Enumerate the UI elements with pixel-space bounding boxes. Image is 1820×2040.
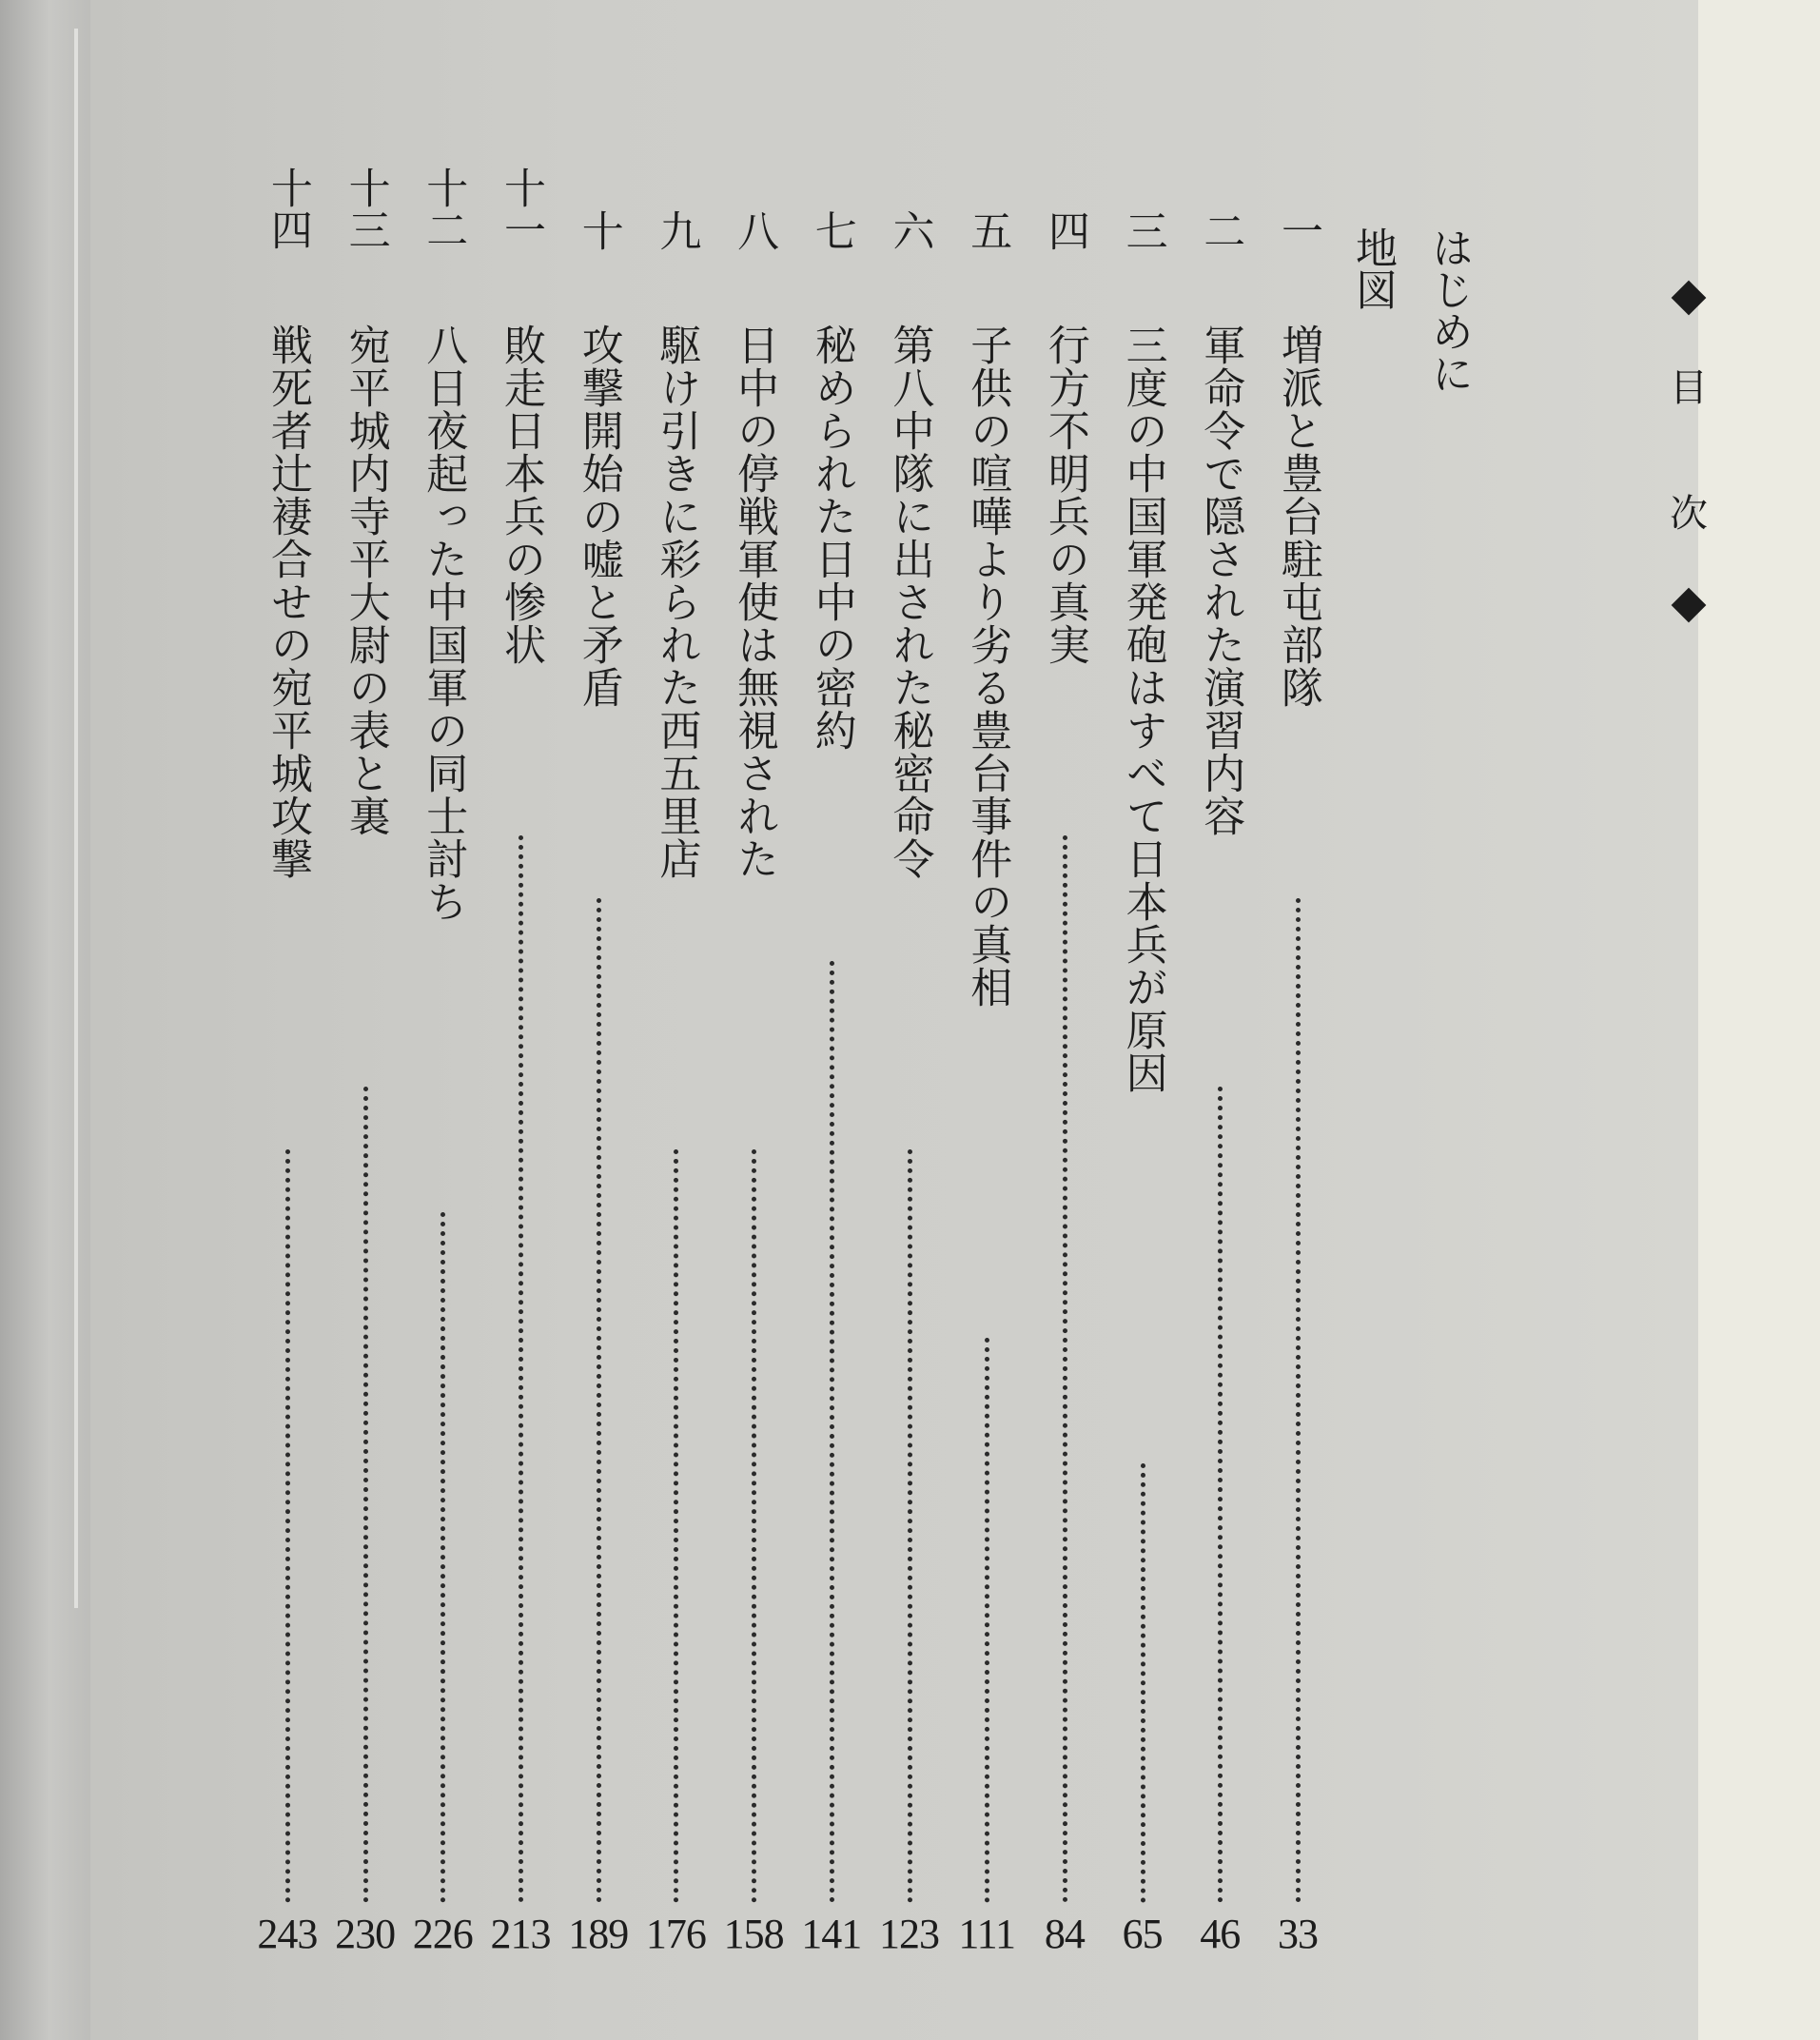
page-number: 230 bbox=[335, 1911, 396, 1957]
dot-leader bbox=[752, 1149, 756, 1903]
dot-leader bbox=[285, 1149, 290, 1903]
chapter-numeral: 四 bbox=[1040, 209, 1089, 251]
chapter-numeral: 二 bbox=[1196, 209, 1245, 251]
toc-entry[interactable] bbox=[636, 209, 715, 1957]
dot-leader bbox=[674, 1149, 678, 1903]
contents-heading bbox=[1651, 276, 1727, 638]
chapter-title: 軍命令で隠された演習内容 bbox=[1196, 324, 1245, 837]
page-number: 141 bbox=[801, 1911, 862, 1957]
contents-page bbox=[90, 0, 1708, 2040]
diamond-ornament-icon bbox=[1672, 281, 1707, 316]
diamond-ornament-icon bbox=[1672, 588, 1707, 623]
chapter-numeral: 十一 bbox=[497, 167, 545, 250]
page-number: 65 bbox=[1122, 1911, 1163, 1957]
chapter-numeral: 五 bbox=[963, 209, 1012, 251]
page-number: 189 bbox=[568, 1911, 629, 1957]
front-matter-preface[interactable]: はじめに bbox=[1424, 226, 1473, 394]
page-number: 123 bbox=[879, 1911, 939, 1957]
chapter-title: 秘められた日中の密約 bbox=[807, 324, 856, 752]
heading-char: 目 bbox=[1670, 366, 1708, 410]
toc-entry[interactable] bbox=[480, 167, 560, 1957]
toc-entry[interactable] bbox=[1258, 209, 1338, 1957]
chapter-title: 宛平城内寺平大尉の表と裏 bbox=[341, 324, 390, 837]
toc-entry[interactable] bbox=[325, 167, 405, 1957]
chapter-numeral: 十三 bbox=[341, 167, 390, 250]
page-number: 226 bbox=[412, 1911, 473, 1957]
chapter-numeral: 七 bbox=[807, 209, 856, 251]
toc-entry[interactable] bbox=[402, 167, 482, 1957]
dot-leader bbox=[1296, 898, 1301, 1903]
dot-leader bbox=[440, 1212, 445, 1903]
toc-entry[interactable] bbox=[947, 209, 1027, 1957]
toc-entry[interactable] bbox=[714, 209, 793, 1957]
page-number: 158 bbox=[723, 1911, 784, 1957]
page-number: 84 bbox=[1044, 1911, 1085, 1957]
heading-char: 次 bbox=[1670, 492, 1708, 536]
dot-leader bbox=[908, 1149, 912, 1903]
adjacent-page-edge bbox=[0, 0, 90, 2040]
toc-entry[interactable] bbox=[558, 209, 638, 1957]
dot-leader bbox=[830, 961, 834, 1903]
chapter-numeral: 九 bbox=[652, 209, 701, 251]
page-number: 33 bbox=[1278, 1911, 1318, 1957]
dot-leader bbox=[597, 898, 601, 1903]
chapter-numeral: 十四 bbox=[263, 167, 312, 250]
dot-leader bbox=[363, 1087, 368, 1903]
chapter-title: 子供の喧嘩より劣る豊台事件の真相 bbox=[963, 324, 1012, 1009]
chapter-title: 行方不明兵の真実 bbox=[1040, 324, 1089, 666]
chapter-title: 日中の停戦軍使は無視された bbox=[730, 324, 779, 880]
chapter-title: 増派と豊台駐屯部隊 bbox=[1274, 324, 1322, 709]
toc-entry[interactable] bbox=[792, 209, 871, 1957]
page-number: 46 bbox=[1200, 1911, 1241, 1957]
chapter-numeral: 十 bbox=[574, 209, 623, 251]
page-number: 243 bbox=[257, 1911, 318, 1957]
toc-entry[interactable] bbox=[1025, 209, 1105, 1957]
page-number: 176 bbox=[645, 1911, 706, 1957]
chapter-numeral: 十二 bbox=[419, 167, 468, 250]
chapter-numeral: 六 bbox=[885, 209, 934, 251]
toc-entry[interactable] bbox=[1180, 209, 1260, 1957]
toc-entry[interactable] bbox=[870, 209, 949, 1957]
page-number: 111 bbox=[958, 1911, 1016, 1957]
chapter-title: 三度の中国軍発砲はすべて日本兵が原因 bbox=[1118, 324, 1167, 1094]
dot-leader bbox=[985, 1338, 989, 1903]
chapter-title: 第八中隊に出された秘密命令 bbox=[885, 324, 934, 880]
chapter-title: 攻撃開始の嘘と矛盾 bbox=[574, 324, 623, 709]
chapter-title: 敗走日本兵の惨状 bbox=[497, 324, 545, 666]
dot-leader bbox=[519, 835, 523, 1903]
chapter-title: 戦死者辻褄合せの宛平城攻撃 bbox=[263, 324, 312, 880]
chapter-title: 駆け引きに彩られた西五里店 bbox=[652, 324, 701, 880]
toc-entry[interactable] bbox=[247, 167, 327, 1957]
page-number: 213 bbox=[490, 1911, 551, 1957]
chapter-numeral: 一 bbox=[1274, 209, 1322, 251]
chapter-numeral: 三 bbox=[1118, 209, 1167, 251]
dot-leader bbox=[1063, 835, 1067, 1903]
dot-leader bbox=[1218, 1087, 1223, 1903]
chapter-numeral: 八 bbox=[730, 209, 779, 251]
front-matter-map[interactable]: 地図 bbox=[1348, 226, 1397, 310]
dot-leader bbox=[1141, 1463, 1145, 1903]
toc-entry[interactable] bbox=[1103, 209, 1183, 1957]
chapter-title: 八日夜起った中国軍の同士討ち bbox=[419, 324, 468, 923]
